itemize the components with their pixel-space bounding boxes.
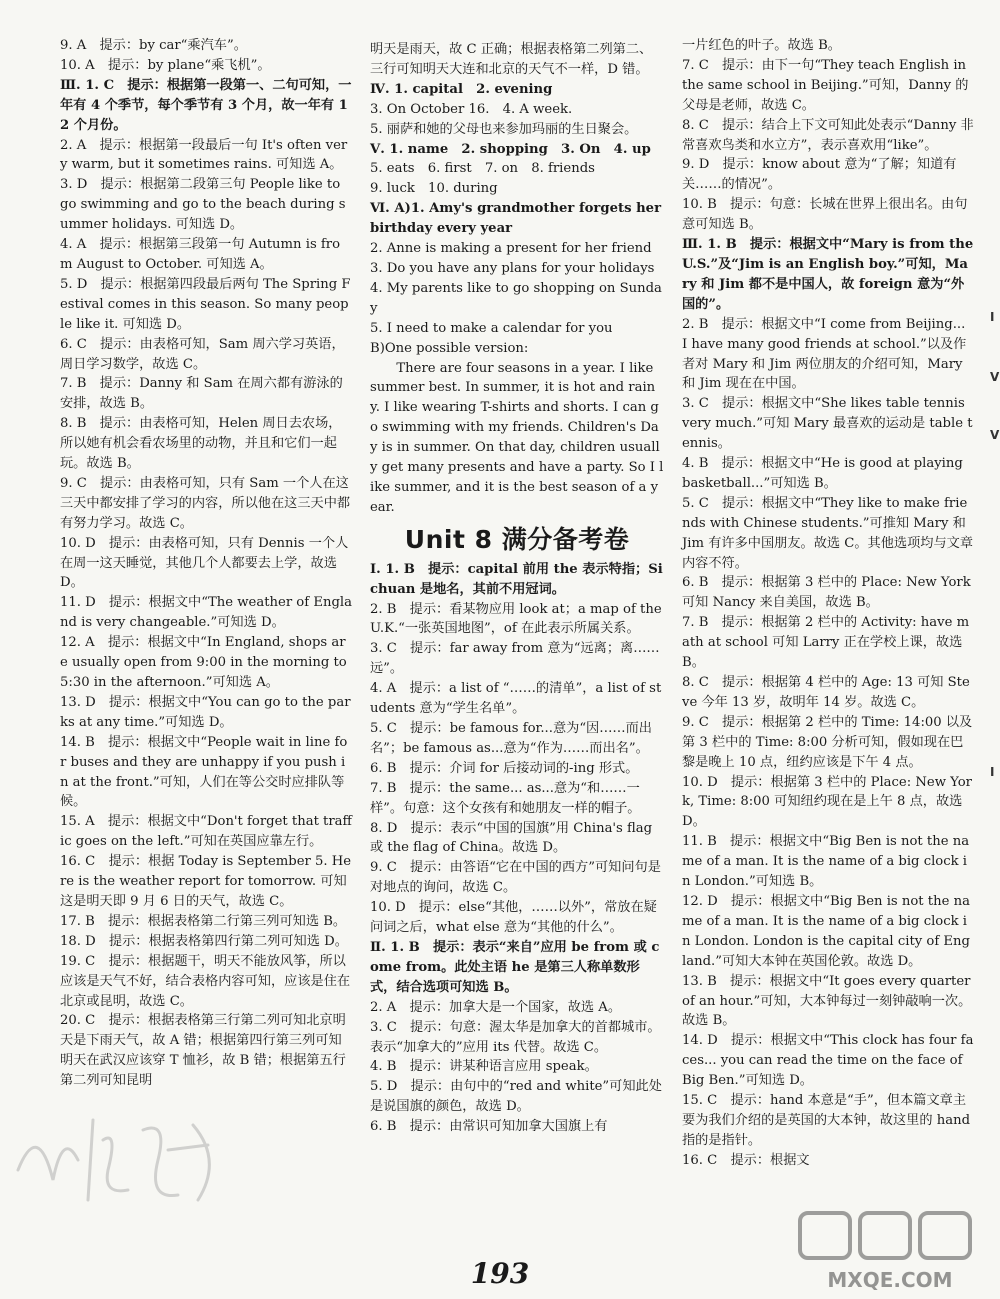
- answer-item: 16. C 提示：根据 Today is September 5. Here is the weather report for tomorrow. 可知这是明天即 9 月 6 日的天气，故选 C。: [60, 854, 352, 909]
- answer-item: 9. C 提示：根据第 2 栏中的 Time: 14:00 以及第 3 栏中的 Time: 8:00 分析可知，假如现在巴黎是晚上 10 点，纽约应该是下午 4 点。: [682, 714, 973, 770]
- answer-item: 15. C 提示：hand 本意是“手”，但本篇文章主要为我们介绍的是英国的大本钟，故这里的 hand 指的是指针。: [682, 1093, 971, 1148]
- answer-item: 3. C 提示：far away from 意为“远离；离……远”。: [370, 641, 660, 677]
- answer-item: 14. D 提示：根据文中“This clock has four faces... you can read the time on the face of Big Ben.”可知选 D。: [682, 1033, 974, 1089]
- answer-list-upper: [370, 40, 664, 359]
- answer-item: 19. C 提示：根据题干，明天不能放风筝，所以应该是天气不好，结合表格内容可知，应该是住在北京或昆明，故选 C。: [60, 953, 351, 1009]
- answer-item: 4. A 提示：根据第三段第一句 Autumn is from August to October. 可知选 A。: [60, 237, 341, 272]
- cropped-edge-letter: Ⅰ: [990, 310, 995, 324]
- answer-item: 一片红色的叶子。故选 B。: [682, 38, 841, 53]
- answer-item: B)One possible version:: [370, 340, 529, 356]
- cropped-edge-letter: V: [990, 428, 1000, 442]
- answer-item: 2. B 提示：根据文中“I come from Beijing... I have many good friends at school.”以及作者对 Mary 和 Jim 两位朋友的介绍可知，Mary 和 Jim 现在在中国。: [682, 316, 967, 392]
- answer-column-1: [60, 36, 352, 1091]
- answer-item: 13. B 提示：根据文中“It goes every quarter of an hour.”可知，大本钟每过一刻钟敲响一次。故选 B。: [682, 973, 972, 1029]
- answer-item: 3. C 提示：根据文中“She likes table tennis very much.”可知 Mary 最喜欢的运动是 table tennis。: [682, 396, 973, 452]
- answer-item: 10. D 提示：else“其他，……以外”，常放在疑问词之后，what else 意为“其他的什么”。: [370, 900, 657, 936]
- answer-item: Ⅱ. 1. B 提示：表示“来自”应用 be from 或 come from。此处主语 he 是第三人称单数形式，结合选项可知选 B。: [370, 939, 660, 995]
- sample-essay: There are four seasons in a year. I like summer best. In summer, it is hot and rainy. I like wearing T-shirts and shorts. I can go swimming with my friends. Children's Day is in summer. On that day, children usually get many presents and have a party. So I like summer, and it is the best season of a year.: [370, 360, 664, 515]
- answer-item: 2. A 提示：加拿大是一个国家，故选 A。: [370, 999, 622, 1015]
- answer-list-lower: [370, 560, 664, 1137]
- answer-item: Ⅴ. 1. name 2. shopping 3. On 4. up: [370, 141, 651, 157]
- answer-item: 6. B 提示：根据第 3 栏中的 Place: New York 可知 Nancy 来自美国，故选 B。: [682, 575, 971, 611]
- answer-column-3: [682, 36, 974, 1171]
- answer-item: 4. A 提示：a list of “……的清单”，a list of students 意为“学生名单”。: [370, 681, 662, 717]
- watermark-text: MXQE.COM: [827, 1268, 953, 1292]
- answer-item: 8. C 提示：结合上下文可知此处表示“Danny 非常喜欢鸟类和水立方”，表示喜欢用“like”。: [682, 117, 974, 153]
- cropped-edge-letter: Ⅰ: [990, 765, 995, 779]
- answer-item: 2. B 提示：看某物应用 look at；a map of the U.K.“一张英国地图”，of 在此表示所属关系。: [370, 601, 662, 637]
- answer-item: Ⅲ. 1. C 提示：根据第一段第一、二句可知，一年有 4 个季节，每个季节有 3 个月，故一年有 12 个月份。: [60, 77, 352, 133]
- answer-item: 16. C 提示：根据文: [682, 1152, 810, 1168]
- answer-item: Ⅵ. A)1. Amy's grandmother forgets her birthday every year: [370, 201, 662, 237]
- answer-item: 9. A 提示：by car“乘汽车”。: [60, 38, 247, 53]
- answer-item: 7. B 提示：Danny 和 Sam 在周六都有游泳的安排，故选 B。: [60, 376, 343, 412]
- answer-item: 5. D 提示：由句中的“red and white”可知此处是说国旗的颜色，故选 D。: [370, 1079, 662, 1115]
- answer-item: 3. On October 16. 4. A week.: [370, 101, 573, 117]
- answer-item: 15. A 提示：根据文中“Don't forget that traffic goes on the left.”可知在英国应靠左行。: [60, 814, 352, 850]
- answer-item: 5. C 提示：根据文中“They like to make friends with Chinese students.”可推知 Mary 和 Jim 有许多中国朋友。故选 C。其他选项均与文章内容不符。: [682, 495, 974, 571]
- answer-item: 3. D 提示：根据第二段第三句 People like to go swimming and go to the beach during summer holidays. 可知选 D。: [60, 177, 346, 233]
- answer-item: 7. B 提示：the same... as...意为“和……一样”。句意：这个女孩有和她朋友一样的帽子。: [370, 780, 641, 816]
- handwriting-watermark: [8, 1100, 238, 1210]
- answer-item: 12. A 提示：根据文中“In England, shops are usually open from 9:00 in the morning to 5:30 in the afternoon.”可知选 A。: [60, 635, 347, 690]
- answer-item: 20. C 提示：根据表格第三行第二列可知北京明天是下雨天气，故 A 错；根据第四行第三列可知明天在武汉应该穿 T 恤衫，故 B 错；根据第五行第二列可知昆明: [60, 1013, 346, 1089]
- answer-item: 11. D 提示：根据文中“The weather of England is very changeable.”可知选 D。: [60, 595, 352, 631]
- answer-item: 11. B 提示：根据文中“Big Ben is not the name of a man. It is the name of a big clock in London.”可知选 B。: [682, 834, 970, 890]
- answer-item: 12. D 提示：根据文中“Big Ben is not the name of a man. It is the name of a big clock in London. London is the capital city of England.”可知大本钟在英国伦敦。故选 D。: [682, 893, 970, 969]
- answer-item: 9. luck 10. during: [370, 181, 498, 197]
- answer-item: 4. My parents like to go shopping on Sunday: [370, 280, 662, 316]
- answer-item: 5. eats 6. first 7. on 8. friends: [370, 161, 595, 177]
- answer-item: 6. C 提示：由表格可知，Sam 周六学习英语，周日学习数学，故选 C。: [60, 336, 345, 372]
- answer-item: 3. Do you have any plans for your holidays: [370, 260, 655, 276]
- answer-item: 9. C 提示：由答语“它在中国的西方”可知问句是对地点的询问，故选 C。: [370, 860, 661, 896]
- answer-item: 4. B 提示：根据文中“He is good at playing basketball...”可知选 B。: [682, 456, 963, 491]
- answer-item: 10. B 提示：句意：长城在世界上很出名。由句意可知选 B。: [682, 197, 968, 233]
- cropped-edge-letter: V: [990, 370, 1000, 384]
- answer-item: 6. B 提示：介词 for 后接动词的-ing 形式。: [370, 760, 639, 776]
- answer-item: 7. B 提示：根据第 2 栏中的 Activity: have math at school 可知 Larry 正在学校上课，故选 B。: [682, 615, 970, 671]
- answer-item: 18. D 提示：根据表格第四行第二列可知选 D。: [60, 933, 348, 949]
- answer-item: 6. B 提示：由常识可知加拿大国旗上有: [370, 1119, 608, 1135]
- answer-item: 13. D 提示：根据文中“You can go to the parks at any time.”可知选 D。: [60, 694, 351, 730]
- answer-item: 5. C 提示：be famous for...意为“因……而出名”；be famous as...意为“作为……而出名”。: [370, 721, 652, 756]
- page-number: 193: [470, 1257, 530, 1290]
- answer-item: 9. C 提示：由表格可知，只有 Sam 一个人在这三天中都安排了学习的内容，所以他在这三天中都有努力学习。故选 C。: [60, 475, 351, 531]
- answer-item: 10. A 提示：by plane“乘飞机”。: [60, 57, 271, 73]
- answer-item: Ⅰ. 1. B 提示：capital 前用 the 表示特指；Sichuan 是地名，其前不用冠词。: [370, 561, 663, 597]
- answer-item: Ⅳ. 1. capital 2. evening: [370, 81, 553, 97]
- answer-item: 5. I need to make a calendar for you: [370, 320, 613, 336]
- answer-item: 17. B 提示：根据表格第二行第三列可知选 B。: [60, 913, 347, 929]
- answer-item: 8. B 提示：由表格可知，Helen 周日去农场，所以她有机会看农场里的动物，并且和它们一起玩。故选 B。: [60, 416, 342, 472]
- answer-item: 8. C 提示：根据第 4 栏中的 Age: 13 可知 Steve 今年 13 岁，故明年 14 岁。故选 C。: [682, 675, 970, 710]
- answer-item: 5. D 提示：根据第四段最后两句 The Spring Festival comes in this season. So many people like it. 可知选 D。: [60, 276, 351, 332]
- answer-item: 7. C 提示：由下一句“They teach English in the same school in Beijing.”可知，Danny 的父母是老师，故选 C。: [682, 57, 969, 113]
- answer-item: 3. C 提示：句意：渥太华是加拿大的首都城市。表示“加拿大的”应用 its 代替。故选 C。: [370, 1019, 661, 1055]
- answer-item: 2. Anne is making a present for her friend: [370, 241, 652, 257]
- answer-item: 2. A 提示：根据第一段最后一句 It's often very warm, but it sometimes rains. 可知选 A。: [60, 137, 348, 173]
- answer-item: Ⅲ. 1. B 提示：根据文中“Mary is from the U.S.”及“Jim is an English boy.”可知，Mary 和 Jim 都不是中国人，故 foreign 意为“外国的”。: [682, 237, 974, 312]
- section-title: Unit 8 满分备考卷: [404, 524, 630, 554]
- site-logo-watermark: [790, 1205, 990, 1295]
- answer-column-2: [370, 40, 664, 1137]
- answer-item: 4. B 提示：讲某种语言应用 speak。: [370, 1059, 598, 1075]
- answer-item: 10. D 提示：根据第 3 栏中的 Place: New York, Time: 8:00 可知纽约现在是上午 8 点，故选 D。: [682, 774, 972, 830]
- answer-item: 5. 丽萨和她的父母也来参加玛丽的生日聚会。: [370, 121, 638, 137]
- answer-item: 8. D 提示：表示“中国的国旗”用 China's flag 或 the flag of China。故选 D。: [370, 820, 653, 856]
- answer-item: 14. B 提示：根据文中“People wait in line for buses and they are unhappy if you push in at the front.”可知，人们在等公交时应排队等候。: [60, 734, 348, 810]
- answer-item: 明天是雨天，故 C 正确；根据表格第二列第二、三行可知明天大连和北京的天气不一样，D 错。: [370, 42, 653, 77]
- answer-item: 10. D 提示：由表格可知，只有 Dennis 一个人在周一这天睡觉，其他几个人都要去上学，故选 D。: [60, 535, 349, 591]
- answer-item: 9. D 提示：know about 意为“了解；知道有关……的情况”。: [682, 157, 957, 193]
